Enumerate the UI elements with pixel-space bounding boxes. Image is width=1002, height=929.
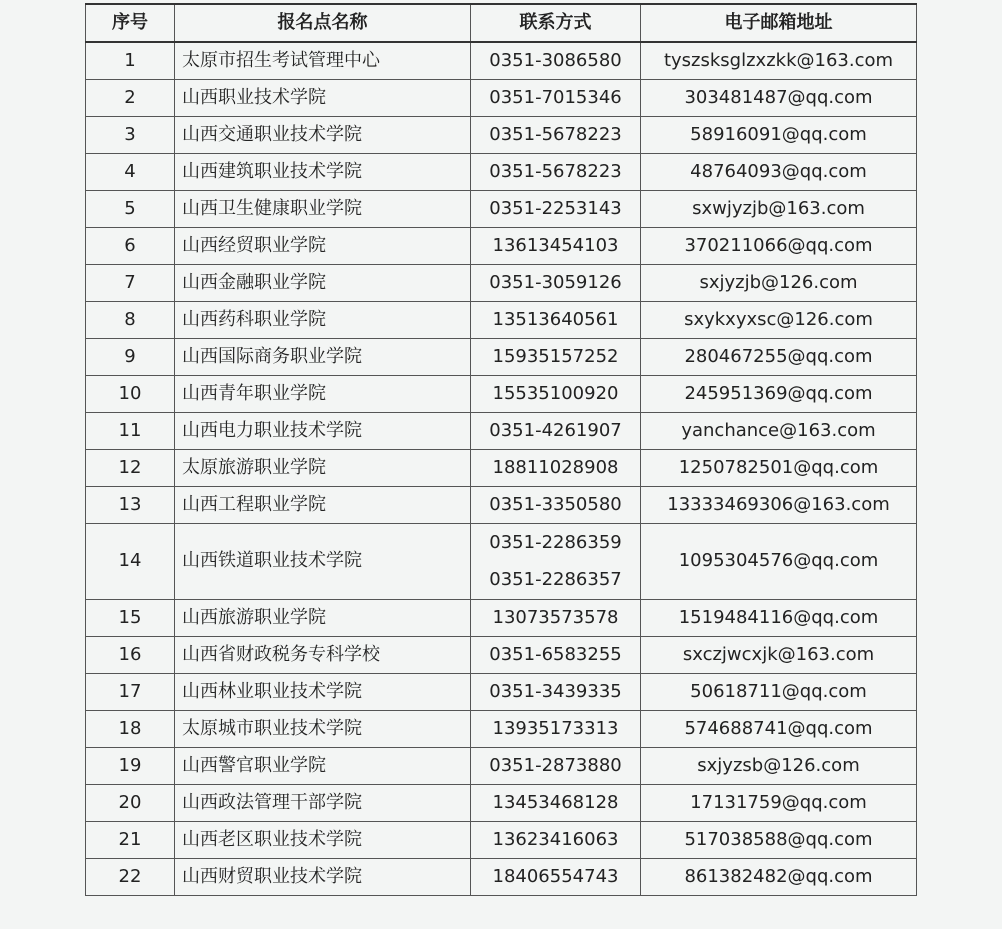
site-name: 山西青年职业学院 [175, 375, 471, 412]
row-number: 7 [86, 264, 175, 301]
site-name: 山西财贸职业技术学院 [175, 858, 471, 895]
email-address: sxjyzsb@126.com [641, 747, 917, 784]
email-address: tyszsksglzxzkk@163.com [641, 42, 917, 79]
site-name: 太原旅游职业学院 [175, 449, 471, 486]
contact-phone: 13453468128 [492, 791, 619, 813]
contact-phone-cell [471, 599, 641, 636]
contact-phone: 0351-3059126 [489, 271, 622, 293]
row-number: 15 [86, 599, 175, 636]
contact-phone: 0351-5678223 [489, 160, 622, 182]
table-row [86, 375, 917, 412]
contact-phone-cell [471, 301, 641, 338]
contact-phone: 18406554743 [492, 865, 619, 887]
row-number: 10 [86, 375, 175, 412]
site-name: 山西铁道职业技术学院 [175, 523, 471, 599]
row-number: 5 [86, 190, 175, 227]
table-row [86, 486, 917, 523]
table-row [86, 523, 917, 599]
table-row [86, 338, 917, 375]
contact-phone: 18811028908 [492, 456, 619, 478]
contact-phone-cell [471, 784, 641, 821]
row-number: 8 [86, 301, 175, 338]
site-name: 山西旅游职业学院 [175, 599, 471, 636]
contact-phone-cell [471, 449, 641, 486]
contact-phone: 0351-2253143 [489, 197, 622, 219]
table-row [86, 264, 917, 301]
table-header [86, 4, 917, 42]
table-row [86, 116, 917, 153]
contact-phone: 13613454103 [492, 234, 619, 256]
row-number: 21 [86, 821, 175, 858]
row-number: 2 [86, 79, 175, 116]
table-row [86, 747, 917, 784]
contact-phone-cell [471, 858, 641, 895]
table-row [86, 599, 917, 636]
site-name: 山西林业职业技术学院 [175, 673, 471, 710]
contact-phone-cell [471, 636, 641, 673]
email-address: 1095304576@qq.com [641, 523, 917, 599]
row-number: 9 [86, 338, 175, 375]
table-row [86, 636, 917, 673]
header-no: 序号 [86, 4, 175, 42]
email-address: 574688741@qq.com [641, 710, 917, 747]
contact-phone-cell [471, 412, 641, 449]
row-number: 22 [86, 858, 175, 895]
table-row [86, 227, 917, 264]
contact-phone: 15935157252 [492, 345, 619, 367]
header-row [86, 4, 917, 42]
contact-phone: 0351-4261907 [489, 419, 622, 441]
site-name: 山西建筑职业技术学院 [175, 153, 471, 190]
table-row [86, 858, 917, 895]
contact-phone-cell [471, 673, 641, 710]
table-row [86, 79, 917, 116]
contact-phone-cell [471, 338, 641, 375]
email-address: 1519484116@qq.com [641, 599, 917, 636]
table-row [86, 190, 917, 227]
contact-phone: 0351-7015346 [489, 86, 622, 108]
registration-table-container [85, 3, 917, 896]
email-address: 303481487@qq.com [641, 79, 917, 116]
email-address: 17131759@qq.com [641, 784, 917, 821]
email-address: sxjyzjb@126.com [641, 264, 917, 301]
email-address: sxwjyzjb@163.com [641, 190, 917, 227]
email-address: 861382482@qq.com [641, 858, 917, 895]
contact-phone: 0351-2286357 [489, 569, 622, 590]
header-phone: 联系方式 [471, 4, 641, 42]
site-name: 太原城市职业技术学院 [175, 710, 471, 747]
site-name: 山西药科职业学院 [175, 301, 471, 338]
site-name: 山西职业技术学院 [175, 79, 471, 116]
contact-phone-cell [471, 747, 641, 784]
site-name: 山西工程职业学院 [175, 486, 471, 523]
email-address: 13333469306@163.com [641, 486, 917, 523]
contact-phone: 13513640561 [492, 308, 619, 330]
row-number: 4 [86, 153, 175, 190]
contact-phone-cell [471, 486, 641, 523]
contact-phone: 0351-2286359 [489, 532, 622, 553]
table-row [86, 710, 917, 747]
header-email: 电子邮箱地址 [641, 4, 917, 42]
site-name: 山西经贸职业学院 [175, 227, 471, 264]
site-name: 太原市招生考试管理中心 [175, 42, 471, 79]
contact-phone: 0351-2873880 [489, 754, 622, 776]
site-name: 山西电力职业技术学院 [175, 412, 471, 449]
header-name: 报名点名称 [175, 4, 471, 42]
row-number: 17 [86, 673, 175, 710]
table-row [86, 784, 917, 821]
row-number: 14 [86, 523, 175, 599]
email-address: 1250782501@qq.com [641, 449, 917, 486]
table-row [86, 449, 917, 486]
site-name: 山西卫生健康职业学院 [175, 190, 471, 227]
site-name: 山西政法管理干部学院 [175, 784, 471, 821]
site-name: 山西警官职业学院 [175, 747, 471, 784]
row-number: 3 [86, 116, 175, 153]
email-address: sxykxyxsc@126.com [641, 301, 917, 338]
email-address: 370211066@qq.com [641, 227, 917, 264]
contact-phone-cell [471, 821, 641, 858]
contact-phone-cell [471, 264, 641, 301]
contact-phone-cell [471, 153, 641, 190]
row-number: 13 [86, 486, 175, 523]
row-number: 20 [86, 784, 175, 821]
contact-phone: 0351-5678223 [489, 123, 622, 145]
row-number: 12 [86, 449, 175, 486]
contact-phone-cell [471, 375, 641, 412]
registration-sites-table [85, 3, 917, 896]
contact-phone-cell [471, 523, 641, 599]
row-number: 18 [86, 710, 175, 747]
contact-phone-cell [471, 710, 641, 747]
email-address: sxczjwcxjk@163.com [641, 636, 917, 673]
contact-phone: 0351-3439335 [489, 680, 622, 702]
email-address: 517038588@qq.com [641, 821, 917, 858]
contact-phone: 0351-6583255 [489, 643, 622, 665]
table-row [86, 153, 917, 190]
email-address: 50618711@qq.com [641, 673, 917, 710]
email-address: 245951369@qq.com [641, 375, 917, 412]
contact-phone: 0351-3086580 [489, 49, 622, 71]
row-number: 11 [86, 412, 175, 449]
contact-phone: 15535100920 [492, 382, 619, 404]
contact-phone-cell [471, 227, 641, 264]
contact-phone-cell [471, 190, 641, 227]
site-name: 山西省财政税务专科学校 [175, 636, 471, 673]
email-address: 58916091@qq.com [641, 116, 917, 153]
contact-phone-cell [471, 42, 641, 79]
table-row [86, 301, 917, 338]
site-name: 山西老区职业技术学院 [175, 821, 471, 858]
contact-phone-cell [471, 116, 641, 153]
table-row [86, 821, 917, 858]
contact-phone: 13073573578 [492, 606, 619, 628]
contact-phone: 13623416063 [492, 828, 619, 850]
table-row [86, 412, 917, 449]
row-number: 1 [86, 42, 175, 79]
site-name: 山西国际商务职业学院 [175, 338, 471, 375]
row-number: 19 [86, 747, 175, 784]
table-row [86, 673, 917, 710]
contact-phone: 0351-3350580 [489, 493, 622, 515]
row-number: 6 [86, 227, 175, 264]
table-row [86, 42, 917, 79]
site-name: 山西交通职业技术学院 [175, 116, 471, 153]
table-body [86, 42, 917, 895]
row-number: 16 [86, 636, 175, 673]
site-name: 山西金融职业学院 [175, 264, 471, 301]
email-address: 280467255@qq.com [641, 338, 917, 375]
email-address: yanchance@163.com [641, 412, 917, 449]
email-address: 48764093@qq.com [641, 153, 917, 190]
contact-phone-cell [471, 79, 641, 116]
contact-phone: 13935173313 [492, 717, 619, 739]
